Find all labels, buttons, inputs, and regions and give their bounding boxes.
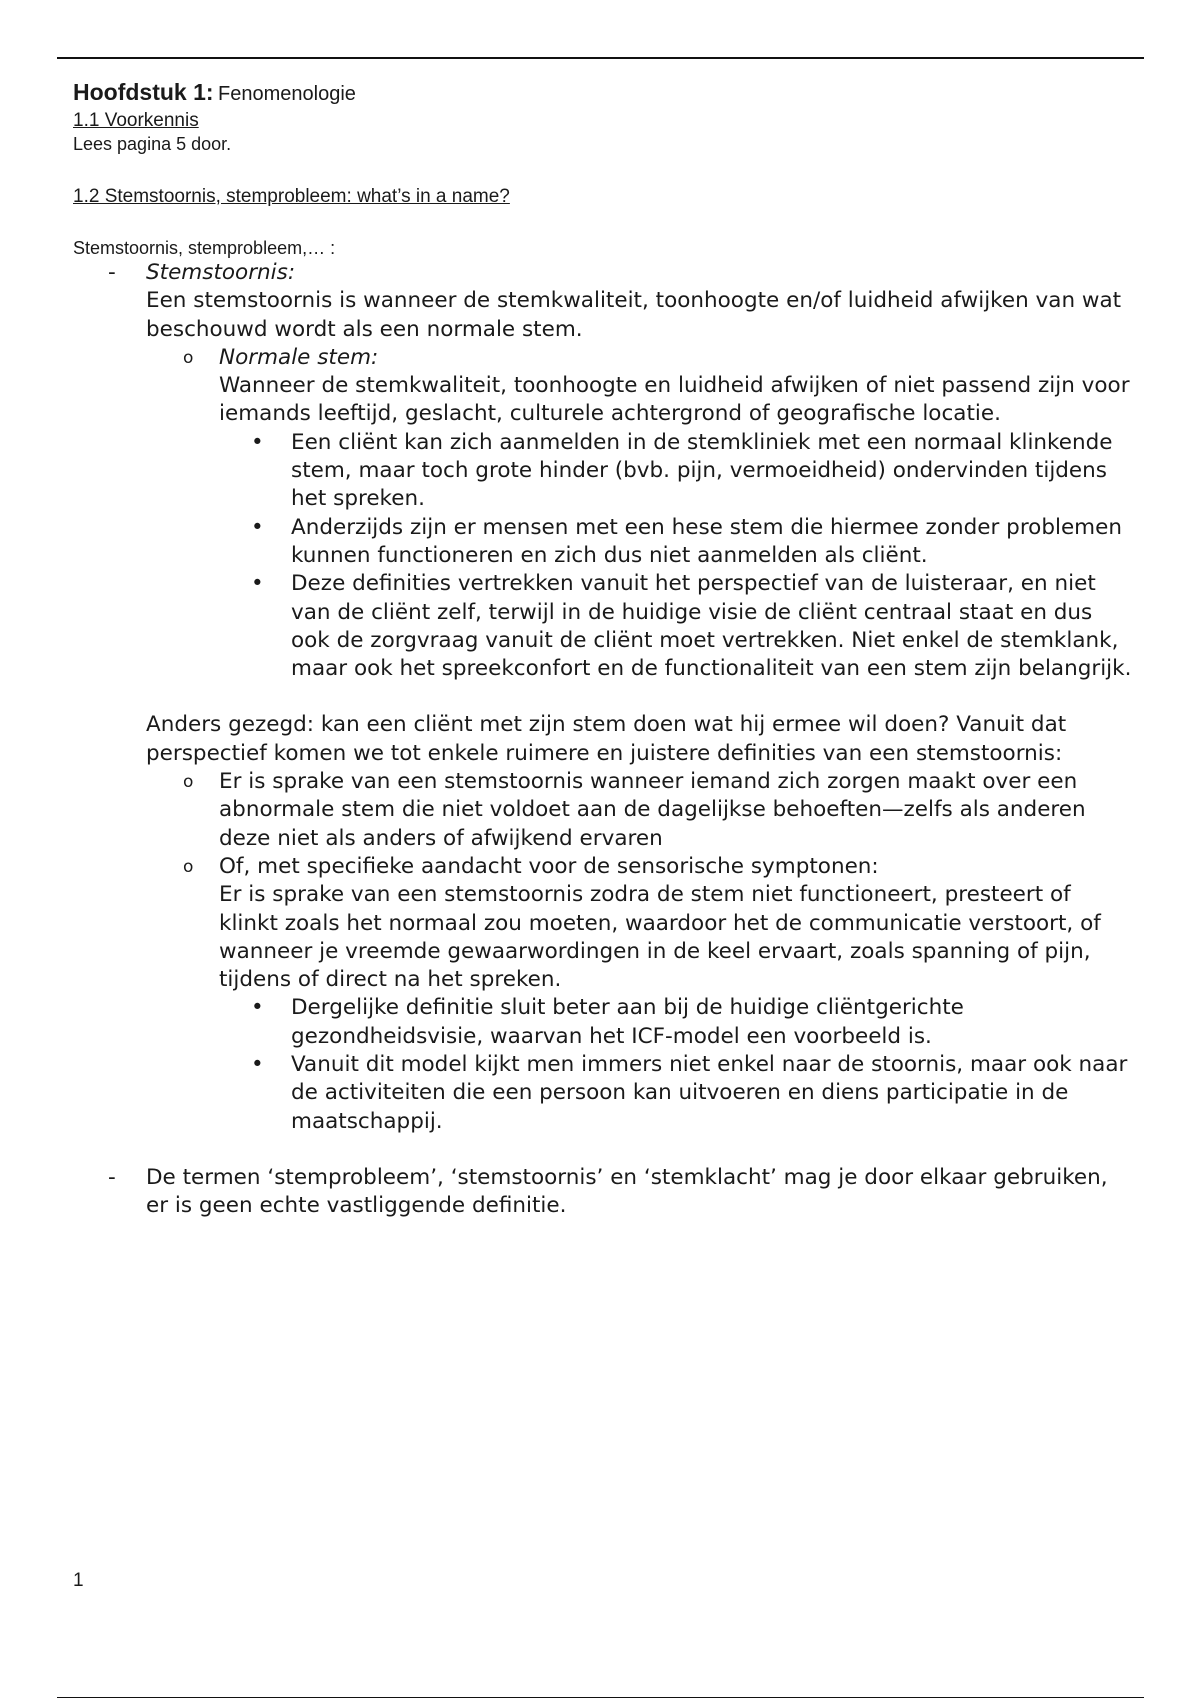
section-heading-1-2: 1.2 Stemstoornis, stemprobleem: what’s in a name? — [73, 186, 510, 207]
chapter-label: Hoofdstuk 1: — [73, 79, 214, 105]
bullet-text: Dergelijke definitie sluit beter aan bij de huidige cliëntgerichte gezondheidsvisie, waarvan het ICF-model een voorbeeld is. — [291, 995, 964, 1049]
page-number: 1 — [73, 1570, 84, 1591]
paragraph: Anders gezegd: kan een cliënt met zijn stem doen wat hij ermee wil doen? Vanuit dat perspectief komen we tot enkele ruimere en juistere definities van een stemstoornis: — [146, 712, 1067, 766]
dash-marker: - — [108, 260, 116, 285]
item-text: De termen ‘stemprobleem’, ‘stemstoornis’ en ‘stemklacht’ mag je door elkaar gebruiken, er is geen echte vastliggende definitie. — [146, 1164, 1108, 1219]
bullet-item — [73, 994, 1133, 1051]
bullet-marker: • — [251, 995, 264, 1021]
bullet-text: Anderzijds zijn er mensen met een hese stem die hiermee zonder problemen kunnen functioneren en zich dus niet aanmelden als cliënt. — [291, 514, 1122, 568]
sub-list-item — [73, 853, 1133, 994]
bullet-item — [73, 1051, 1133, 1136]
list-item — [73, 259, 1133, 344]
intro-label: Stemstoornis, stemprobleem,… : — [73, 238, 336, 258]
bullet-item — [73, 570, 1133, 683]
bullet-text: Deze definities vertrekken vanuit het perspectief van de luisteraar, en niet van de cliënt zelf, terwijl in de huidige visie de cliënt centraal staat en dus ook de zorgvraag vanuit de cliënt moet vertrekken. Niet enkel de stemklank, maar ook het spreekconfort en de functionaliteit van een stem zijn belangrijk. — [291, 571, 1132, 682]
chapter-heading — [73, 75, 1133, 109]
sub-item-title: Normale stem: — [219, 344, 379, 370]
circle-marker: o — [183, 772, 194, 793]
bullet-item — [73, 429, 1133, 514]
sub-item-intro: Of, met specifieke aandacht voor de sensorische symptonen: — [219, 853, 879, 879]
bullet-item — [73, 514, 1133, 571]
sub-list-item — [73, 768, 1133, 853]
main-list — [73, 259, 1133, 1221]
bullet-marker: • — [251, 571, 264, 597]
section-heading-1-1: 1.1 Voorkennis — [73, 110, 199, 131]
bullet-marker: • — [251, 429, 264, 455]
bullet-marker: • — [251, 1052, 264, 1078]
section-1-1-text: Lees pagina 5 door. — [73, 134, 232, 154]
footer-rule — [57, 1697, 1144, 1698]
bullet-text: Vanuit dit model kijkt men immers niet enkel naar de stoornis, maar ook naar de activiteiten die een persoon kan uitvoeren en diens participatie in de maatschappij. — [291, 1052, 1128, 1134]
document-body — [73, 75, 1133, 1221]
sub-item-text: Wanneer de stemkwaliteit, toonhoogte en luidheid afwijken of niet passend zijn voor iemands leeftijd, geslacht, culturele achtergrond of geografische locatie. — [219, 373, 1130, 427]
circle-marker: o — [183, 347, 194, 368]
dash-marker: - — [108, 1164, 116, 1190]
circle-marker: o — [183, 856, 194, 877]
bullet-text: Een cliënt kan zich aanmelden in de stemkliniek met een normaal klinkende stem, maar toch grote hinder (bvb. pijn, vermoeidheid) ondervinden tijdens het spreken. — [291, 429, 1113, 512]
list-item — [73, 1164, 1133, 1221]
sub-list-item — [73, 344, 1133, 429]
bullet-marker: • — [251, 514, 264, 540]
sub-item-text: Er is sprake van een stemstoornis wanneer iemand zich zorgen maakt over een abnormale stem die niet voldoet aan de dagelijkse behoeften—zelfs als anderen deze niet als anders of afwijkend ervaren — [219, 769, 1086, 851]
header-rule — [57, 57, 1144, 59]
item-title: Stemstoornis: — [146, 260, 296, 285]
item-text: Een stemstoornis is wanneer de stemkwaliteit, toonhoogte en/of luidheid afwijken van wat beschouwd wordt als een normale stem. — [146, 288, 1122, 342]
chapter-title: Fenomenologie — [218, 83, 356, 105]
sub-item-text: Er is sprake van een stemstoornis zodra de stem niet functioneert, presteert of klinkt zoals het normaal zou moeten, waardoor het de communicatie verstoort, of wanneer je vreemde gewaarwordingen in de keel ervaart, zoals spanning of pijn, tijdens of direct na het spreken. — [219, 882, 1101, 993]
